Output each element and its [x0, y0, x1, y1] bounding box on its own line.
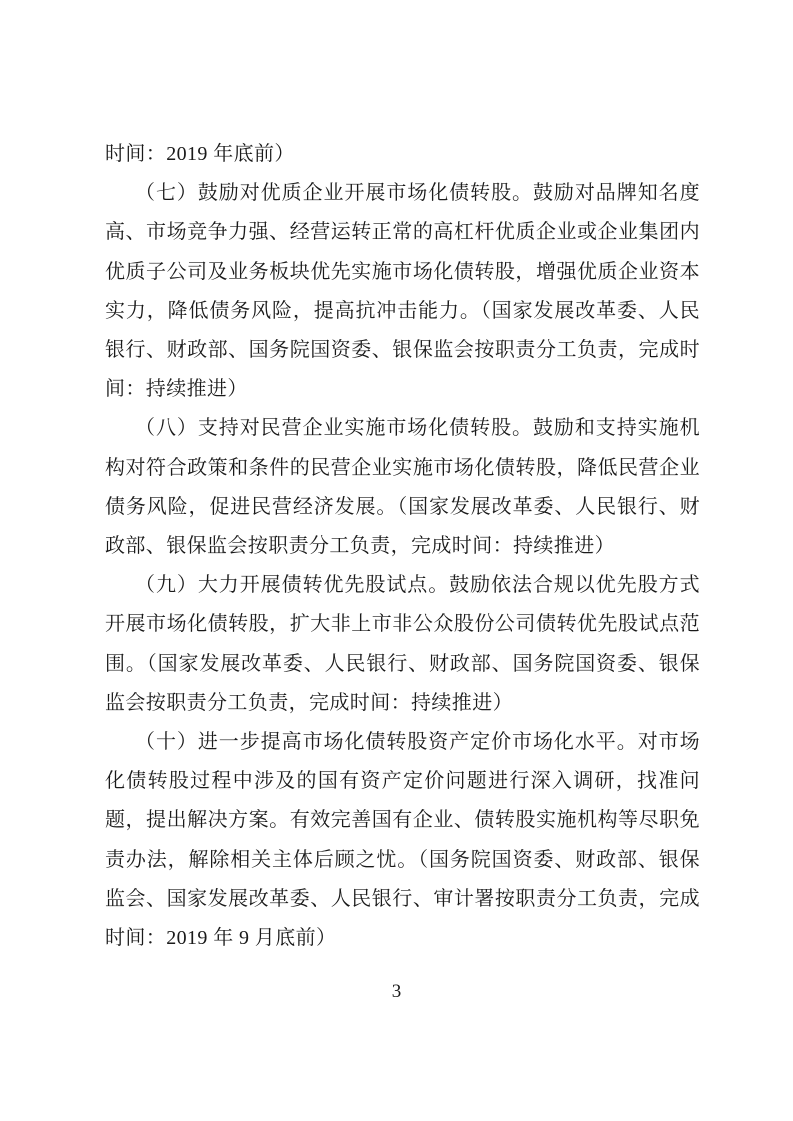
text-line: （十）进一步提高市场化债转股资产定价市场化水平。对市场	[135, 731, 700, 754]
text-line: 实力，降低债务风险，提高抗冲击能力。（国家发展改革委、人民	[105, 299, 700, 322]
text-line: 构对符合政策和条件的民营企业实施市场化债转股，降低民营企业	[105, 456, 700, 479]
text-line: 政部、银保监会按职责分工负责，完成时间：持续推进）	[105, 535, 615, 558]
text-line: 优质子公司及业务板块优先实施市场化债转股，增强优质企业资本	[105, 260, 700, 283]
text-line: 时间：2019 年 9 月底前）	[105, 927, 337, 950]
text-line: （八）支持对民营企业实施市场化债转股。鼓励和支持实施机	[135, 417, 700, 440]
text-line: 高、市场竞争力强、经营运转正常的高杠杆优质企业或企业集团内	[105, 221, 700, 244]
text-line: 责办法，解除相关主体后顾之忧。（国务院国资委、财政部、银保	[105, 848, 700, 871]
text-line: 时间：2019 年底前）	[105, 143, 295, 165]
text-line: 监会、国家发展改革委、人民银行、审计署按职责分工负责，完成	[105, 887, 700, 910]
text-line: （七）鼓励对优质企业开展市场化债转股。鼓励对品牌知名度	[135, 182, 700, 205]
text-line: 间：持续推进）	[105, 378, 248, 401]
text-line: 开展市场化债转股，扩大非上市非公众股份公司债转优先股试点范	[105, 613, 700, 636]
text-line: 围。（国家发展改革委、人民银行、财政部、国务院国资委、银保	[105, 652, 700, 675]
page-number: 3	[391, 981, 402, 1002]
text-line: 监会按职责分工负责，完成时间：持续推进）	[105, 691, 513, 714]
text-block	[105, 135, 700, 958]
text-line: 银行、财政部、国务院国资委、银保监会按职责分工负责，完成时	[105, 339, 700, 362]
text-line: （九）大力开展债转优先股试点。鼓励依法合规以优先股方式	[135, 574, 700, 597]
text-line: 化债转股过程中涉及的国有资产定价问题进行深入调研，找准问	[105, 770, 700, 793]
text-line: 题，提出解决方案。有效完善国有企业、债转股实施机构等尽职免	[105, 809, 700, 832]
text-line: 债务风险，促进民营经济发展。（国家发展改革委、人民银行、财	[105, 495, 700, 518]
